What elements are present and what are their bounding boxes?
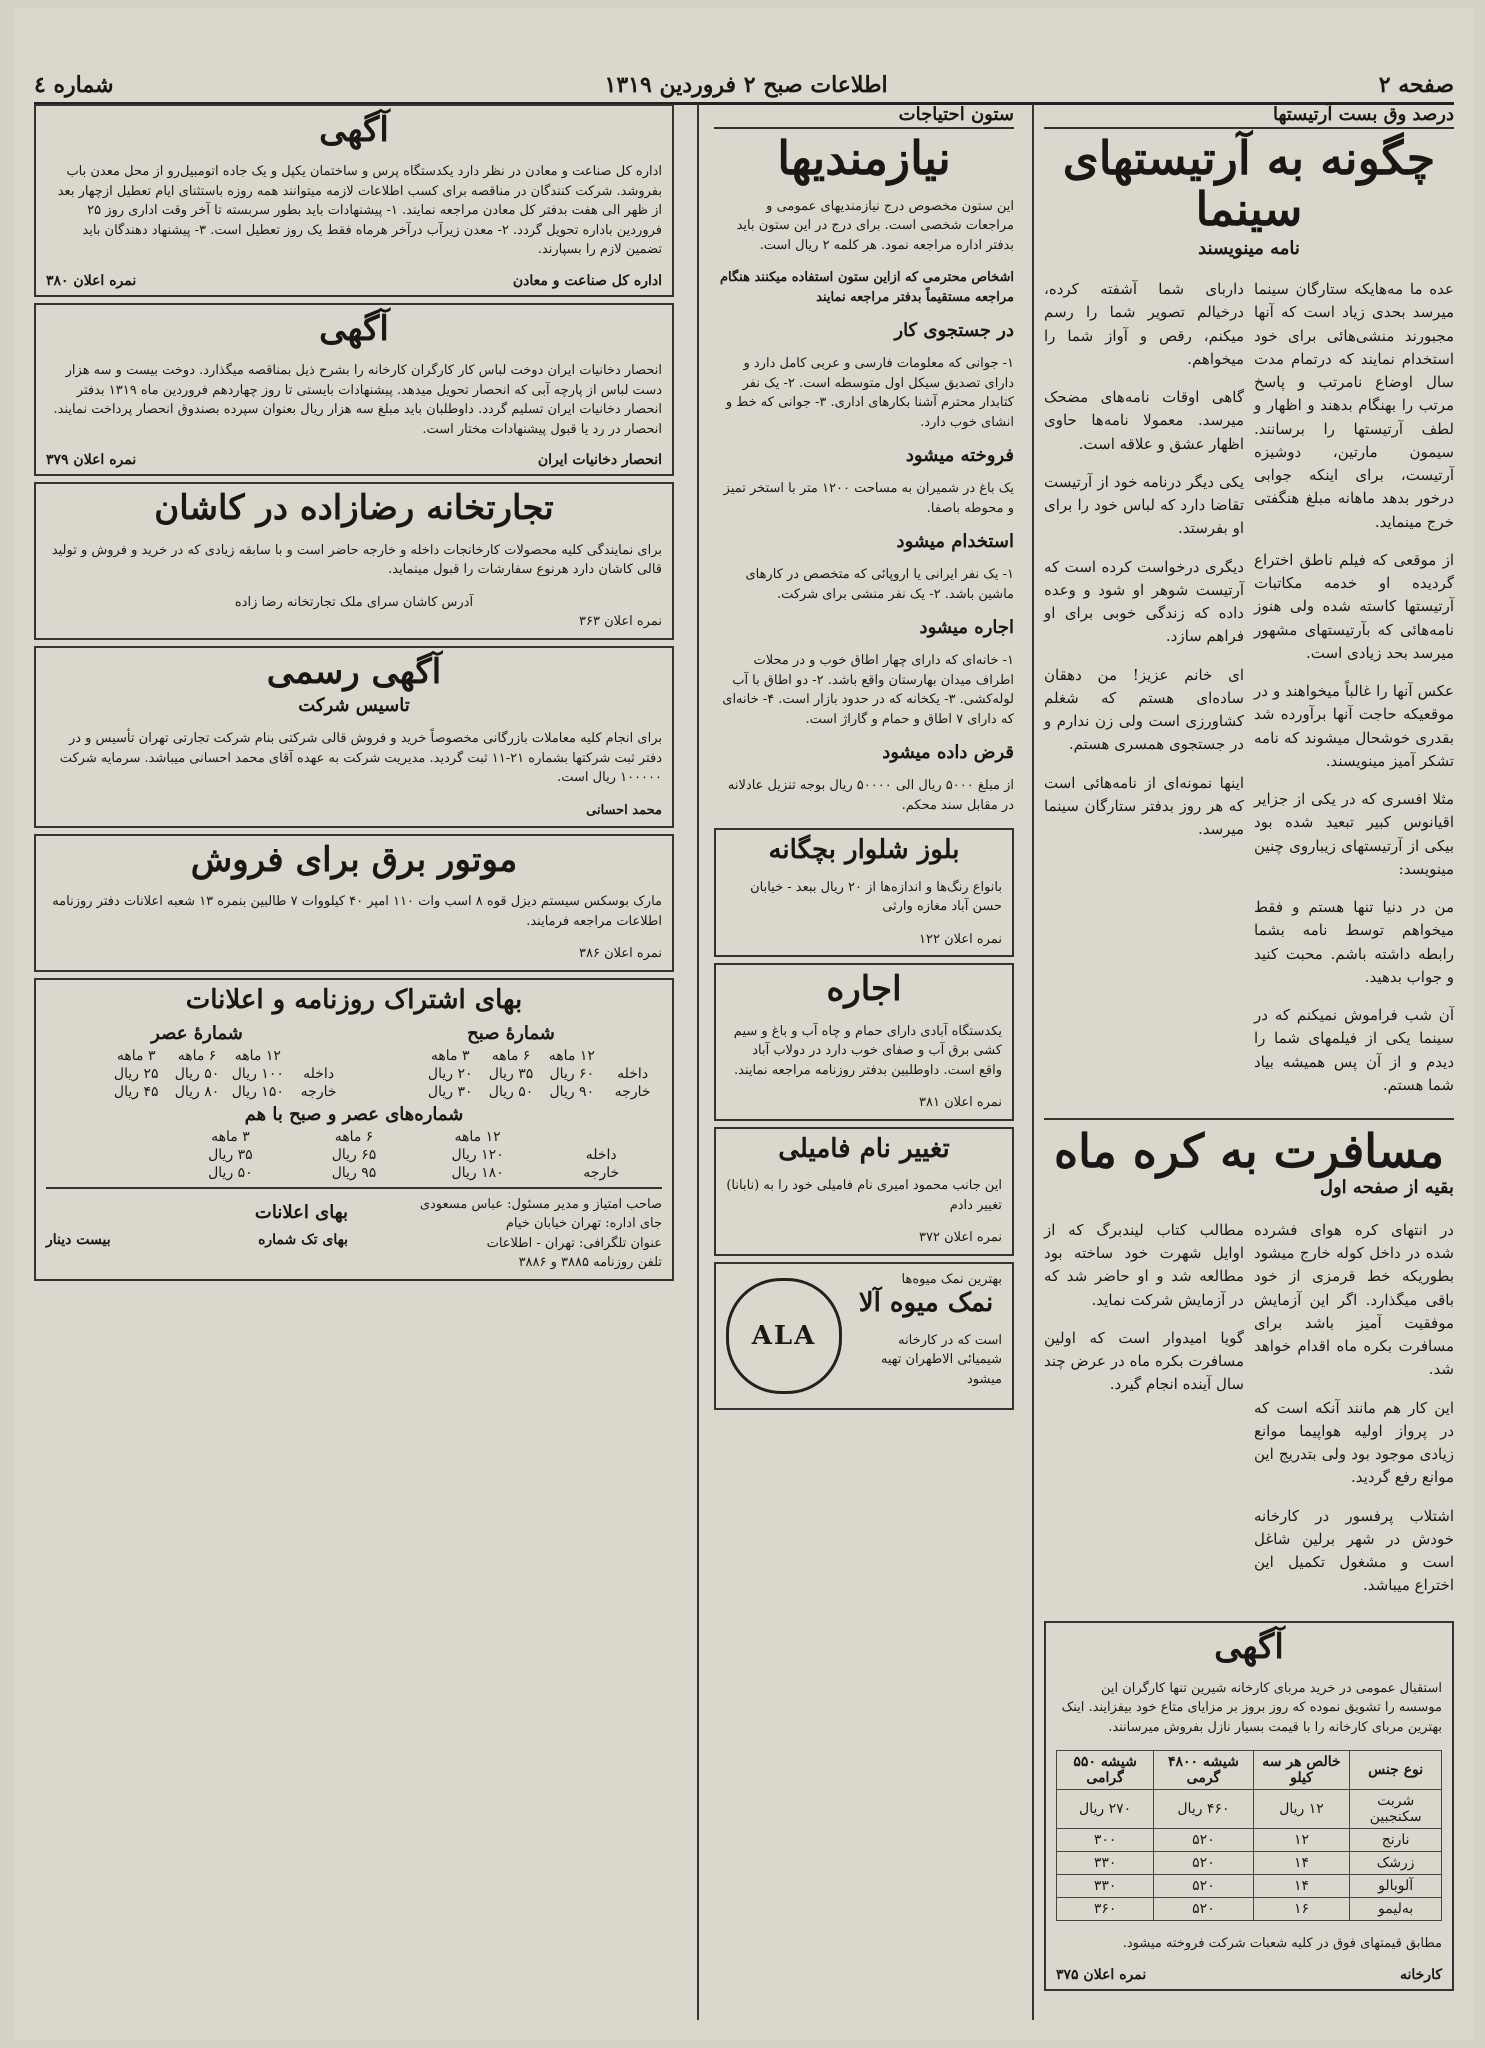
grid-cell: ۲۰ ریال [427,1065,473,1082]
rent-ad [714,963,1014,1120]
article-paragraph: مطالب کتاب لیندبرگ که از اوایل شهرت خود ساخته بود مطالعه شد و او حاضر شد که در آزمایش شرکت نماید. [1044,1220,1244,1309]
subscription-grid-both [46,1129,662,1181]
ad-body: مارک بوسکس سیستم دیزل قوه ۸ اسب وات ۱۱۰ امپر ۴۰ کیلووات ۷ طالبین بنمره ۱۳ شعبه اعلانات دفتر روزنامه اطلاعات مراجعه فرمایند. [52,894,662,929]
grid-row-label: داخله [617,1065,649,1082]
grid-cell: ۳۵ ریال [208,1146,253,1163]
ad-headline: تغییر نام فامیلی [778,1133,950,1164]
right-column [1044,104,1454,2020]
grid-col-header: ۳ ماهه [430,1047,470,1064]
ad-sign: اداره کل صناعت و معادن [512,272,662,289]
section-intro: این ستون مخصوص درج نیازمندیهای عمومی و مراجعات شخصی است. برای درج در این ستون باید بدفتر اداره مراجعه نمود. هر کلمه ۲ ریال است. [736,198,1014,253]
table-header: شیشه ۵۵۰ گرامی [1057,1751,1154,1790]
article-paragraph: در انتهای کره هوای فشرده شده در داخل کوله خارج میشود بطوریکه خط قرمزی از خود باقی میگذارد. اگر این آزمایش موفقیت آمیز باشد برای مسافرت بکره ماه اقدام خواهد شد. [1254,1220,1454,1379]
subsection-title: در جستجوی کار [894,320,1014,342]
table-cell: ۳۳۰ [1057,1875,1154,1898]
ad-ref: نمره اعلان ۳۷۹ [46,452,137,469]
article-paragraph: اینها نمونه‌ای از نامه‌هائی است که هر روز بدفتر ستارگان سینما میرسد. [1044,773,1244,839]
salt-ad [714,1262,1014,1411]
table-row [1057,1852,1442,1875]
ad-body: بانواع رنگ‌ها و اندازه‌ها از ۲۰ ریال ببعد - خیابان حسن آباد مغازه وارثی [750,879,1002,915]
article-paragraph: عده ما مه‌هایکه ستارگان سینما میرسد بحدی زیاد است که آنها مجبورند منشی‌هائی برای خود استخدام نمایند که درتمام مدت سال اوضاع نامرتب و پاسخ مرتب را بهنگام بدهند و اظهار و لطف آرتیستها را برسانند. سیمون مارتین، دوشیزه آرتیست، برای اینکه جوابی درخور بدهد ماهانه مبلغ هنگفتی خرج مینماید. [1254,280,1454,531]
article-paragraph: من در دنیا تنها هستم و فقط میخواهم توسط نامه بشما رابطه داشته باشم. محبت کنید و جواب بدهید. [1254,898,1454,986]
table-cell: ۱۲ ریال [1253,1790,1350,1829]
grid-cell: ۱۰۰ ریال [231,1065,284,1082]
grid-row-label: خارجه [614,1083,651,1100]
grid-spacer [46,1129,168,1145]
ad-headline: موتور برق برای فروش [190,840,518,881]
ad-ref: نمره اعلان ۳۸۶ [578,946,662,962]
table-row [1057,1875,1442,1898]
moon-kicker: بقیه از صفحه اول [1319,1176,1454,1198]
trade-house-ad [34,482,674,639]
grid-spacer [46,1084,105,1100]
article-paragraph: این کار هم مانند آنکه است که در پرواز اولیه هواپیما موانع زیادی موجود بود ولی بتدریج این موانع رفع گردید. [1254,1398,1454,1487]
section-note: اشخاص محترمی که ازاین ستون استفاده میکنند هنگام مراجعه مستقیماً بدفتر مراجعه نمایند [719,270,1014,305]
table-cell: ۱۲ [1253,1829,1350,1852]
masthead [34,58,1454,105]
subscription-grid-evening [46,1048,348,1100]
grid-col-header: ۶ ماهه [177,1047,217,1064]
table-cell: ۵۲۰ [1154,1898,1253,1921]
grid-row-label: خارجه [583,1164,620,1181]
table-cell: شربت سکنجبین [1350,1790,1442,1829]
table-cell: آلوبالو [1350,1875,1442,1898]
grid-cell: ۱۵۰ ریال [231,1083,284,1100]
grid-col-header: ۱۲ ماهه [548,1047,595,1064]
subscription-headline: بهای اشتراک روزنامه و اعلانات [185,984,523,1015]
article-kicker: درصد وق بست آرتیستها [1044,104,1454,129]
table-cell: ۱۴ [1253,1852,1350,1875]
single-price-label: بهای تک شماره [258,1231,348,1248]
table-cell: ۳۳۰ [1057,1852,1154,1875]
subsection-title: اجاره میشود [919,617,1014,639]
grid-spacer [46,1066,105,1082]
article-paragraph: از موقعی که فیلم ناطق اختراع گردیده او خدمه مکاتبات آرتیستها کاسته شده ولی هنوز نامه‌هائی که بآرتیستهای مشهور میرسد بحد زیادی است. [1254,550,1454,662]
ad-sign: محمد احسانی [586,802,662,818]
address-line: جای اداره: تهران خیابان خیام [505,1216,662,1232]
grid-cell: ۱۸۰ ریال [451,1164,504,1181]
ads-price-title: بهای اعلانات [254,1201,348,1223]
table-cell: ۱۴ [1253,1875,1350,1898]
table-header: نوع جنس [1350,1751,1442,1790]
ad-tag: بهترین نمک میوه‌ها [901,1271,1002,1287]
ad-ref: نمره اعلان ۳۸۰ [46,272,137,289]
grid-corner [289,1048,348,1064]
grid-cell: ۲۵ ریال [113,1065,159,1082]
article-paragraph: یکی دیگر درنامه خود از آرتیست تقاضا دارد که لباس خود را برای او بفرستد. [1044,472,1244,538]
moon-headline: مسافرت به کره ماه [1053,1124,1444,1179]
jam-ad [1044,1621,1454,1991]
grid-col-header: ۳ ماهه [211,1128,250,1145]
subsection-title: استخدام میشود [896,531,1014,553]
table-row [1057,1829,1442,1852]
ad-body: اداره کل صناعت و معادن در نظر دارد یکدستگاه پرس و ساختمان یکپل و یک جاده اتومبیل‌رو از محل معدن باب بفروشد. شرکت کنندگان در مناقصه برای کسب اطلاعات لازمه میتوانند همه روزه باستثنای ایام تعطیل ازچهار بعد از ظهر الی هفت بدفتر کل معادن مراجعه نمایند. ۱- پیشنهادات باید بطور سربسته تا آخر وقت اداری روز ۲۵ فروردین باداره تحویل گردد. ۲- معدن زیرآب درآخر هرماه فقط یک روز تعطیل است. ۳- پیشنهاد دهندگان باید تضمین لازم را بسپارند. [57,164,662,258]
ad-body: یکدستگاه آبادی دارای حمام و چاه آب و باغ و سیم کشی برق آب و صفای خوب دارد در دولاب آباد واقع است. داوطلبین بدفتر روزنامه مراجعه نمایند. [733,1023,1002,1078]
publisher-line: صاحب امتیاز و مدیر مسئول: عباس مسعودی [419,1196,662,1212]
ad-title: آگهی [319,308,389,349]
grid-cell: ۹۵ ریال [331,1164,377,1181]
subsection-body: یک باغ در شمیران به مساحت ۱۲۰۰ متر با استخر تمیز و محوطه باصفا. [723,481,1014,516]
table-cell: به‌لیمو [1350,1898,1442,1921]
ad-headline: اجاره [826,969,902,1010]
ad-footer: مطابق قیمتهای فوق در کلیه شعبات شرکت فروخته میشود. [1122,1936,1442,1952]
table-cell: ۳۶۰ [1057,1898,1154,1921]
grid-cell: ۶۵ ریال [331,1146,377,1163]
grid-cell: ۵۰ ریال [488,1083,534,1100]
ad-ref: نمره اعلان ۳۷۲ [918,1230,1002,1246]
article-paragraph: ای خانم عزیز! من دهقان ساده‌ای هستم که شغلم کشاورزی است ولی زن ندارم و در جستجوی همسری هستم. [1044,665,1244,754]
grid-col-header: ۱۲ ماهه [454,1128,501,1145]
issue-label: شماره ٤ [34,72,114,98]
article-paragraph: عکس آنها را غالباً میخواهند و در موقعیکه حاجت آنها برآورده شد بقدری خوشحال میشوند که نامه تشکر آمیز مینویسند. [1254,682,1454,770]
grid-col-header: ۳ ماهه [116,1047,156,1064]
table-row [1057,1790,1442,1829]
grid-cell: ۶۰ ریال [549,1065,595,1082]
section-kicker: ستون احتیاجات [714,104,1014,129]
kids-clothes-ad [714,828,1014,957]
grid-spacer [46,1048,105,1064]
grid-cell: ۹۰ ریال [549,1083,595,1100]
phone-line: تلفن روزنامه ۳۸۸۵ و ۳۸۸۶ [518,1255,662,1271]
grid-spacer [360,1066,419,1082]
grid-col-header: ۱۲ ماهه [234,1047,281,1064]
ad-body: برای نمایندگی کلیه محصولات کارخانجات داخله و خارجه حاضر است و با سابقه زیادی که در خرید و فروش و تولید قالی کاشان دارد هرنوع سفارشات را قبول مینماید. [51,542,662,578]
price-table [1056,1750,1442,1921]
ad-headline: بلوز شلوار بچگانه [768,835,960,866]
table-cell: ۵۲۰ [1154,1829,1253,1852]
ad-ref: نمره اعلان ۳۶۳ [578,614,662,630]
ad-address: آدرس کاشان سرای ملک تجارتخانه رضا زاده [234,594,474,610]
grid-corner [540,1129,662,1145]
subscription-box [34,978,674,1281]
middle-column [714,104,1014,2020]
official-ad [34,646,674,828]
column-rule [697,104,699,2020]
article-paragraph: گاهی اوقات نامه‌های مضحک میرسد. معمولا نامه‌ها حاوی اظهار عشق و علاقه است. [1044,388,1244,453]
subscription-grid-morning [360,1048,662,1100]
ad-headline: آگهی رسمی [266,651,442,692]
grid-col-header: ۶ ماهه [334,1128,374,1145]
table-cell: ۳۰۰ [1057,1829,1154,1852]
subscription-both-title: شماره‌های عصر و صبح با هم [244,1103,464,1125]
ad-ref: نمره اعلان ۳۸۱ [918,1095,1002,1111]
subsection-title: فروخته میشود [905,445,1014,467]
ad-headline: نمک میوه آلا [858,1288,994,1319]
single-price-value: بیست دینار [46,1231,111,1248]
grid-row-label: داخله [303,1065,335,1082]
ad-sign: انحصار دخانیات ایران [537,452,662,469]
ala-seal-logo: ALA [726,1278,842,1394]
subsection-body: ۱- خانه‌ای که دارای چهار اطاق خوب و در محلات اطراف میدان بهارستان واقع باشد. ۲- دو اطاق با آب لوله‌کشی. ۳- یکخانه که در حدود بازار است. ۴- خانه‌ای که دارای ۷ اطاق و حمام و گاراژ است. [722,653,1014,727]
grid-row-label: داخله [585,1146,617,1163]
subsection-body: ۱- یک نفر ایرانی یا اروپائی که متخصص در کارهای ماشین باشد. ۲- یک نفر منشی برای شرکت. [745,567,1014,602]
grid-cell: ۳۵ ریال [488,1065,534,1082]
grid-cell: ۵۰ ریال [174,1065,220,1082]
grid-cell: ۸۰ ریال [174,1083,220,1100]
ad-body: برای انجام کلیه معاملات بازرگانی مخصوصاً خرید و فروش قالی شرکتی بنام شرکت تجارتی تهران تأسیس و در دفتر ثبت شرکتها بشماره ۲۱-۱۱ ثبت گردید. مدیریت شرکت به عهده آقای محمد احسانی میباشد. سرمایه شرکت ۱۰۰۰۰۰ ریال است. [59,731,662,786]
table-cell: ۱۶ [1253,1898,1350,1921]
left-column [34,104,674,2020]
table-header: شیشه ۴۸۰۰ گرمی [1154,1751,1253,1790]
grid-row-label: خارجه [300,1083,337,1100]
article-paragraph: مثلا افسری که در یکی از جزایر اقیانوس کبیر تبعید شده بود بیکی از آرتیستهای زیباروی چنین مینویسد: [1254,790,1454,878]
ad-title: آگهی [319,110,389,150]
table-cell: زرشک [1350,1852,1442,1875]
table-cell: ۴۶۰ ریال [1154,1790,1253,1829]
page-label: صفحه ۲ [1378,72,1454,98]
telegraph-line: عنوان تلگرافی: تهران - اطلاعات [486,1235,662,1251]
article-paragraph: گویا امیدوار است که اولین مسافرت بکره ماه در عرض چند سال آینده انجام گیرد. [1044,1328,1244,1394]
table-cell: ۵۲۰ [1154,1852,1253,1875]
section-headline: نیازمندیها [777,131,951,185]
grid-col-header: ۶ ماهه [491,1047,531,1064]
article-headline: چگونه به آرتیستهای سینما [1062,131,1436,236]
article-subhead: نامه مینویسند [1198,238,1300,260]
motor-ad [34,834,674,972]
ad-body: است که در کارخانه شیمیائی الاطهران تهیه میشود [880,1332,1002,1387]
article-paragraph: اشتلاب پرفسور در کارخانه خودش در شهر برلین شاغل است و مشغول تکمیل این اختراع میباشد. [1254,1506,1454,1595]
ad-ref: نمره اعلان ۱۲۲ [918,931,1002,947]
column-rule [1032,104,1034,2020]
subsection-body: از مبلغ ۵۰۰۰ ریال الی ۵۰۰۰۰ ریال بوجه تنزیل عادلانه در مقابل سند محکم. [727,778,1014,813]
grid-cell: ۴۵ ریال [113,1083,159,1100]
article-paragraph: آن شب فراموش نمیکنم که در سینما یکی از فیلمهای شما را دیدم و از آن پس همیشه بیاد شما هستم. [1254,1006,1454,1094]
grid-spacer [360,1084,419,1100]
table-header: خالص هر سه کیلو [1253,1751,1350,1790]
name-change-ad [714,1127,1014,1256]
ad-body: این جانب محمود امیری نام فامیلی خود را به (نابانا) تغییر دادم [726,1178,1002,1213]
subsection-title: قرض داده میشود [882,742,1014,764]
grid-cell: ۵۰ ریال [208,1164,253,1181]
grid-spacer [46,1165,168,1181]
grid-corner [603,1048,662,1064]
mines-ad [34,104,674,297]
subscription-evening-title: شمارهٔ عصر [151,1022,243,1044]
ad-title: آگهی [1214,1626,1284,1667]
article-paragraph: دیگری درخواست کرده است که آرتیست شوهر او شود و وعده داده که زندگی خوبی برای او فراهم سازد. [1044,557,1244,646]
ad-subhead: تاسیس شرکت [298,695,410,717]
table-cell: ۲۷۰ ریال [1057,1790,1154,1829]
ad-headline: تجارتخانه رضازاده در کاشان [154,488,554,529]
newspaper-page [14,8,1474,2040]
ad-body: انحصار دخانیات ایران دوخت لباس کار کارگران کارخانه را بشرح ذیل بمناقصه میگذارد. دوخت بیست و سه هزار دست لباس از پارچه آبی که انحصار تحویل میدهد. پیشنهادات بایستی تا روز چهاردهم فروردین ماه ۱۳۱۹ بدفتر انحصار دخانیات ایران تسلیم گردد. داوطلبان باید مبلغ سه هزار ریال بعنوان سپرده بصندوق انحصار پرداخت نمایند. انحصار در رد یا قبول پیشنهادات مختار است. [53,363,662,437]
grid-cell: ۳۰ ریال [427,1083,473,1100]
subscription-morning-title: شمارهٔ صبح [467,1022,555,1044]
subsection-body: ۱- جوانی که معلومات فارسی و عربی کامل دارد و دارای تصدیق سیکل اول متوسطه است. ۲- یک نفر کتابدار محترم آشنا بکارهای اداری. ۳- جوانی که خط و انشای خوب دارد. [725,356,1014,430]
article-paragraph: داربای شما آشفته کرده، درخیالم تصویر شما را رسم میکنم، رقص و آواز شما را میخواهم. [1044,280,1244,368]
ad-sign: کارخانه [1399,1966,1442,1983]
grid-spacer [360,1048,419,1064]
table-cell: ۵۲۰ [1154,1875,1253,1898]
grid-cell: ۱۲۰ ریال [451,1146,504,1163]
table-cell: نارنج [1350,1829,1442,1852]
date-line: اطلاعات صبح ۲ فروردین ۱۳۱۹ [604,72,888,98]
grid-spacer [46,1147,168,1163]
table-row [1057,1898,1442,1921]
tobacco-ad [34,303,674,476]
ad-ref: نمره اعلان ۳۷۵ [1056,1966,1147,1983]
ad-body: استقبال عمومی در خرید مربای کارخانه شیرین تنها کارگران این موسسه را تشویق نموده که روز بروز بر مزایای متاع خود بیفزایند. اینک بهترین مربای کارخانه را با قیمت بسیار نازل بفروش میرسانند. [1061,1680,1442,1735]
